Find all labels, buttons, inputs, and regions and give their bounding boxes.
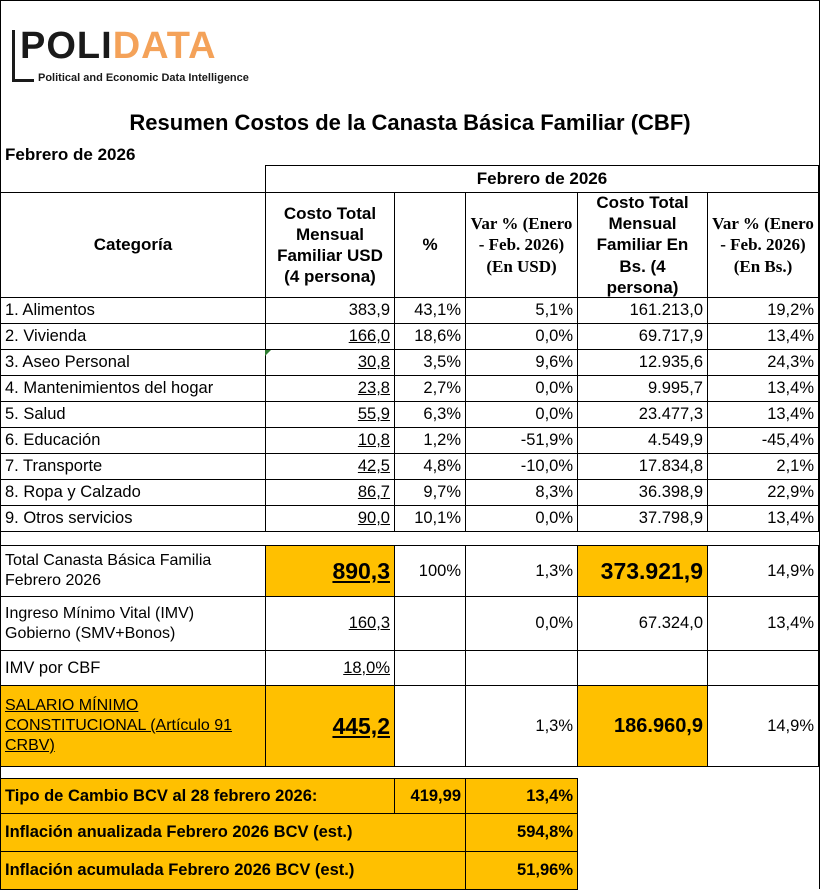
row-bs: 161.213,0 <box>577 297 708 324</box>
row-bs: 4.549,9 <box>577 427 708 454</box>
row-var-usd: -10,0% <box>465 453 578 480</box>
salario-pct-empty <box>394 685 466 767</box>
row-categoria: 6. Educación <box>0 427 266 454</box>
imv-bs: 67.324,0 <box>577 596 708 651</box>
total-label: Total Canasta Básica Familia Febrero 2026 <box>0 545 266 597</box>
row-usd: 90,0 <box>265 505 395 532</box>
salario-label: SALARIO MÍNIMO CONSTITUCIONAL (Artículo 91 CRBV) <box>0 685 266 767</box>
row-categoria: 5. Salud <box>0 401 266 428</box>
row-categoria: 4. Mantenimientos del hogar <box>0 375 266 402</box>
row-pct: 18,6% <box>394 323 466 350</box>
imv-cbf-empty-1 <box>394 650 466 686</box>
row-pct: 4,8% <box>394 453 466 480</box>
row-bs: 12.935,6 <box>577 349 708 376</box>
row-var-bs: 13,4% <box>707 505 819 532</box>
page-title: Resumen Costos de la Canasta Básica Familiar (CBF) <box>129 110 691 135</box>
header-var-bs: Var % (Enero - Feb. 2026) (En Bs.) <box>707 192 819 298</box>
row-categoria: 9. Otros servicios <box>0 505 266 532</box>
row-var-usd: 9,6% <box>465 349 578 376</box>
logo-mark-base <box>12 79 34 82</box>
row-var-bs: 13,4% <box>707 323 819 350</box>
row-bs: 23.477,3 <box>577 401 708 428</box>
row-usd: 86,7 <box>265 479 395 506</box>
logo-poli: POLI <box>20 25 113 67</box>
row-categoria: 2. Vivienda <box>0 323 266 350</box>
row-var-bs: 13,4% <box>707 375 819 402</box>
row-var-bs: 24,3% <box>707 349 819 376</box>
row-var-bs: 22,9% <box>707 479 819 506</box>
row-var-bs: -45,4% <box>707 427 819 454</box>
row-usd: 23,8 <box>265 375 395 402</box>
row-bs: 17.834,8 <box>577 453 708 480</box>
tipo-cambio-label: Tipo de Cambio BCV al 28 febrero 2026: <box>0 778 395 814</box>
row-var-usd: 8,3% <box>465 479 578 506</box>
salario-bs: 186.960,9 <box>577 685 708 767</box>
header-var-usd: Var % (Enero - Feb. 2026) (En USD) <box>465 192 578 298</box>
row-pct: 2,7% <box>394 375 466 402</box>
row-categoria: 3. Aseo Personal <box>0 349 266 376</box>
row-usd: 42,5 <box>265 453 395 480</box>
imv-pct-empty <box>394 596 466 651</box>
row-categoria: 8. Ropa y Calzado <box>0 479 266 506</box>
row-usd: 166,0 <box>265 323 395 350</box>
row-pct: 1,2% <box>394 427 466 454</box>
group-header: Febrero de 2026 <box>265 165 819 193</box>
salario-var-usd: 1,3% <box>465 685 578 767</box>
imv-cbf-empty-2 <box>465 650 578 686</box>
row-pct: 43,1% <box>394 297 466 324</box>
total-usd: 890,3 <box>265 545 395 597</box>
row-pct: 9,7% <box>394 479 466 506</box>
total-var-bs: 14,9% <box>707 545 819 597</box>
tipo-cambio-var: 13,4% <box>465 778 578 814</box>
row-pct: 3,5% <box>394 349 466 376</box>
tipo-cambio-value: 419,99 <box>394 778 466 814</box>
row-categoria: 1. Alimentos <box>0 297 266 324</box>
total-pct: 100% <box>394 545 466 597</box>
row-pct: 6,3% <box>394 401 466 428</box>
row-usd: 55,9 <box>265 401 395 428</box>
salario-var-bs: 14,9% <box>707 685 819 767</box>
row-var-usd: 0,0% <box>465 323 578 350</box>
row-bs: 9.995,7 <box>577 375 708 402</box>
cell-comment-marker <box>265 350 271 356</box>
row-var-usd: 0,0% <box>465 401 578 428</box>
row-var-usd: -51,9% <box>465 427 578 454</box>
imv-cbf-label: IMV por CBF <box>0 650 266 686</box>
imv-cbf-value: 18,0% <box>265 650 395 686</box>
row-usd: 10,8 <box>265 427 395 454</box>
imv-usd: 160,3 <box>265 596 395 651</box>
header-pct: % <box>394 192 466 298</box>
row-bs: 36.398,9 <box>577 479 708 506</box>
inflacion-acum-label: Inflación acumulada Febrero 2026 BCV (est.) <box>0 851 466 890</box>
row-usd: 383,9 <box>265 297 395 324</box>
inflacion-acum-value: 51,96% <box>465 851 578 890</box>
salario-usd: 445,2 <box>265 685 395 767</box>
logo <box>20 24 217 68</box>
row-bs: 69.717,9 <box>577 323 708 350</box>
row-usd: 30,8 <box>265 349 395 376</box>
row-bs: 37.798,9 <box>577 505 708 532</box>
total-var-usd: 1,3% <box>465 545 578 597</box>
row-var-bs: 2,1% <box>707 453 819 480</box>
inflacion-anual-label: Inflación anualizada Febrero 2026 BCV (est.) <box>0 813 466 852</box>
logo-mark-vertical <box>12 30 15 82</box>
row-var-bs: 13,4% <box>707 401 819 428</box>
imv-label: Ingreso Mínimo Vital (IMV) Gobierno (SMV+Bonos) <box>0 596 266 651</box>
imv-var-bs: 13,4% <box>707 596 819 651</box>
imv-cbf-empty-3 <box>577 650 708 686</box>
row-categoria: 7. Transporte <box>0 453 266 480</box>
header-costo-usd: Costo Total Mensual Familiar USD (4 persona) <box>265 192 395 298</box>
row-var-usd: 0,0% <box>465 375 578 402</box>
row-var-bs: 19,2% <box>707 297 819 324</box>
row-var-usd: 0,0% <box>465 505 578 532</box>
imv-cbf-empty-4 <box>707 650 819 686</box>
header-categoria: Categoría <box>0 192 266 298</box>
row-pct: 10,1% <box>394 505 466 532</box>
row-var-usd: 5,1% <box>465 297 578 324</box>
header-costo-bs: Costo Total Mensual Familiar En Bs. (4 persona) <box>577 192 708 298</box>
inflacion-anual-value: 594,8% <box>465 813 578 852</box>
total-bs: 373.921,9 <box>577 545 708 597</box>
period-label: Febrero de 2026 <box>5 145 136 164</box>
imv-var-usd: 0,0% <box>465 596 578 651</box>
logo-tagline: Political and Economic Data Intelligence <box>38 72 249 84</box>
logo-data: DATA <box>112 25 217 67</box>
